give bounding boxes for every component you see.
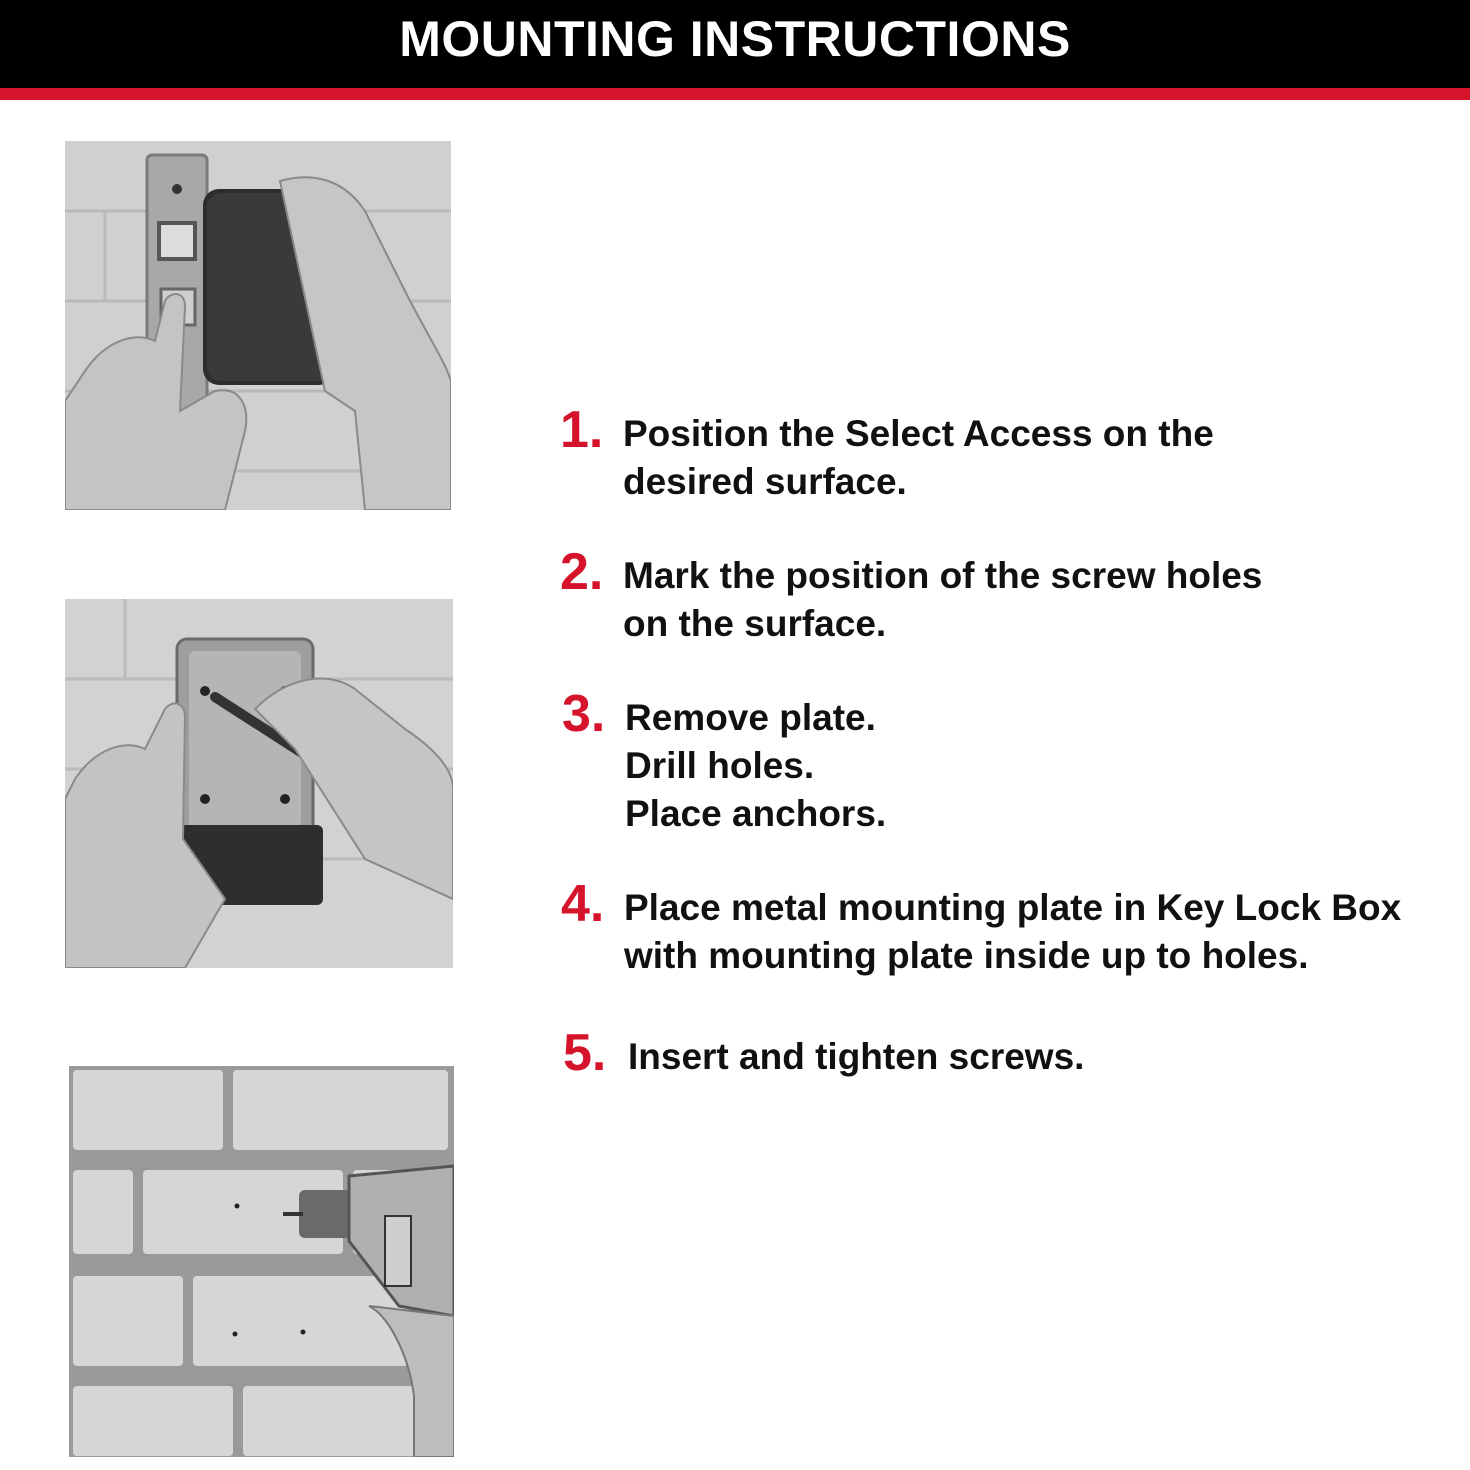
step-line: on the surface. (623, 603, 887, 644)
step-line: Place metal mounting plate in Key Lock Box (624, 887, 1402, 928)
step-number: 4. (561, 875, 605, 933)
header-bar (0, 0, 1470, 88)
step-text (624, 884, 1401, 980)
level-and-lockbox-photo (65, 141, 451, 510)
step-line: Position the Select Access on the (623, 413, 1214, 454)
step-line: Remove plate. (625, 697, 876, 738)
step-text (628, 1033, 1084, 1081)
accent-divider (0, 88, 1470, 100)
step-text (623, 410, 1214, 506)
marking-screw-holes-photo (65, 599, 453, 968)
step-line: Place anchors. (625, 793, 887, 834)
step-line: Insert and tighten screws. (628, 1036, 1085, 1077)
step-number: 5. (563, 1024, 607, 1082)
step-number: 3. (562, 685, 606, 743)
step-number: 2. (560, 543, 604, 601)
step-line: Drill holes. (625, 745, 815, 786)
step-text (623, 552, 1262, 648)
step-line: with mounting plate inside up to holes. (624, 935, 1309, 976)
step-line: desired surface. (623, 461, 907, 502)
drilling-brick-wall-photo (69, 1066, 454, 1457)
step-line: Mark the position of the screw holes (623, 555, 1263, 596)
step-text (625, 694, 886, 838)
step-number: 1. (560, 401, 604, 459)
page-title: MOUNTING INSTRUCTIONS (399, 11, 1071, 67)
